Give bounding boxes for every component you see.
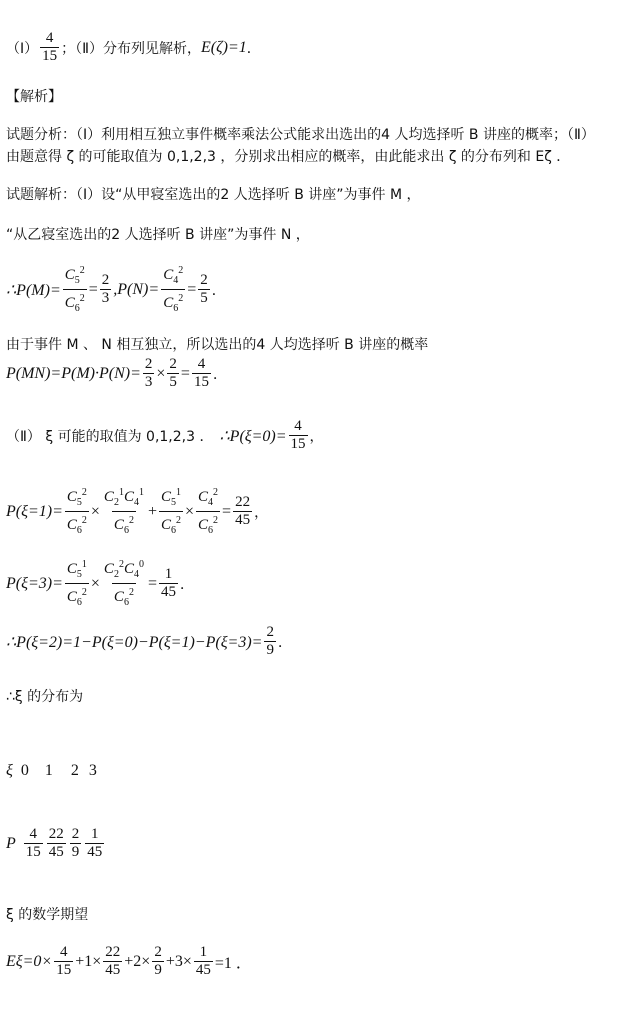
fraction-4-15: $\frac{4}{15}$ — [42, 30, 58, 64]
dist-row-probs — [6, 826, 106, 861]
expect-title: ξ 的数学期望 — [6, 907, 89, 923]
value-2: 2 — [70, 762, 79, 779]
fraction-4-15-b: $\frac{4}{15}$ — [193, 356, 209, 390]
answer-line — [6, 30, 261, 65]
solution-line-2: “从乙寝室选出的2 人选择听 B 讲座”为事件 N ， — [6, 227, 310, 243]
analysis-line-1: 试题分析：（Ⅰ）利用相互独立事件概率乘法公式能求出选出的4 人均选择听 B 讲座的概率；（Ⅱ） — [6, 127, 595, 143]
fraction-2-5: $\frac{2}{5}$ — [200, 272, 208, 306]
fraction-2-9: $\frac{2}{9}$ — [266, 624, 274, 658]
prob-1: $\frac{22}{45}$ — [48, 826, 64, 860]
formula-pmn: P(MN)=P(M)·P(N)= $\frac{2}{3}$ × $\frac{2}{5}$ = $\frac{4}{15}$ ． — [6, 356, 227, 390]
prob-3: $\frac{1}{45}$ — [87, 826, 103, 860]
value-1: 1 — [44, 762, 53, 779]
prob-2: $\frac{2}{9}$ — [71, 826, 80, 860]
value-0: 0 — [20, 762, 29, 779]
fraction-4-15-c: $\frac{4}{15}$ — [290, 418, 306, 452]
fraction-2-5-b: $\frac{2}{5}$ — [169, 356, 177, 390]
analysis-line-2: 由题意得 ζ 的可能取值为 0,1,2,3 ，分别求出相应的概率，由此能求出 ζ 的分布列和 Eζ ． — [6, 149, 571, 165]
fraction-22-45: $\frac{22}{45}$ — [235, 494, 251, 528]
value-3: 3 — [88, 762, 97, 779]
answer-expectation: E(ζ)=1 — [201, 38, 247, 56]
pmn-lhs: P(MN)=P(M)·P(N)= — [6, 364, 141, 382]
prob-0: $\frac{4}{15}$ — [25, 826, 41, 860]
formula-p1: P(ξ=1)= $\frac{C_5^2}{C_6^2}$ × $\frac{C_2^1C_4^1}{C_6^2}$ + $\frac{C_5^1}{C_6^2}$ × $\frac{C_4^2}{C_6^2}$ = $\frac{22}{45}$ ， — [6, 484, 268, 539]
c42-over-c62: $\frac{C_4^2}{C_6^2}$ — [161, 262, 185, 317]
fraction-2-3: $\frac{2}{3}$ — [101, 272, 110, 306]
c52-over-c62: $\frac{C_5^2}{C_6^2}$ — [63, 262, 87, 317]
fraction-1-45: $\frac{1}{45}$ — [160, 566, 176, 600]
dist-title: ∴ξ 的分布为 — [6, 689, 84, 705]
solution-line-4: 由于事件 M 、 N 相互独立，所以选出的4 人均选择听 B 讲座的概率 — [6, 337, 429, 353]
formula-pm-pn: ∴P(M)= $\frac{C_5^2}{C_6^2}$ = $\frac{2}{3}$ ,P(N)= $\frac{C_4^2}{C_6^2}$ = $\frac{2}{5}$ ． — [6, 262, 226, 317]
dist-row-values — [6, 762, 97, 780]
solution-line-1: 试题解析：（Ⅰ）设“从甲寝室选出的2 人选择听 B 讲座”为事件 M ， — [6, 187, 421, 203]
answer-part1: （Ⅰ） — [6, 40, 39, 57]
section-title: 【解析】 — [6, 89, 62, 105]
fraction-2-3-b: $\frac{2}{3}$ — [144, 356, 153, 390]
pm-lhs: ∴P(M)= — [6, 281, 61, 299]
pn-lhs: ,P(N)= — [113, 280, 160, 298]
part2-intro: （Ⅱ） ξ 可能的取值为 0,1,2,3 ． ∴P(ξ=0)= $\frac{4}{15}$ ， — [6, 418, 324, 452]
row-label-xi: ξ — [6, 762, 13, 779]
formula-expectation: Eξ=0× $\frac{4}{15}$ +1× $\frac{22}{45}$ +2× $\frac{2}{9}$ +3× $\frac{1}{45}$ =1 ． — [6, 944, 252, 978]
answer-separator: ；（Ⅱ）分布列见解析， — [61, 40, 202, 57]
answer-end: ． — [246, 40, 261, 57]
formula-p3: P(ξ=3)= $\frac{C_5^1}{C_6^2}$ × $\frac{C_2^2C_4^0}{C_6^2}$ = $\frac{1}{45}$ ． — [6, 556, 194, 611]
formula-p2: ∴P(ξ=2)=1−P(ξ=0)−P(ξ=1)−P(ξ=3)= $\frac{2}{9}$ ． — [6, 624, 292, 658]
row-label-p: P — [6, 834, 16, 852]
